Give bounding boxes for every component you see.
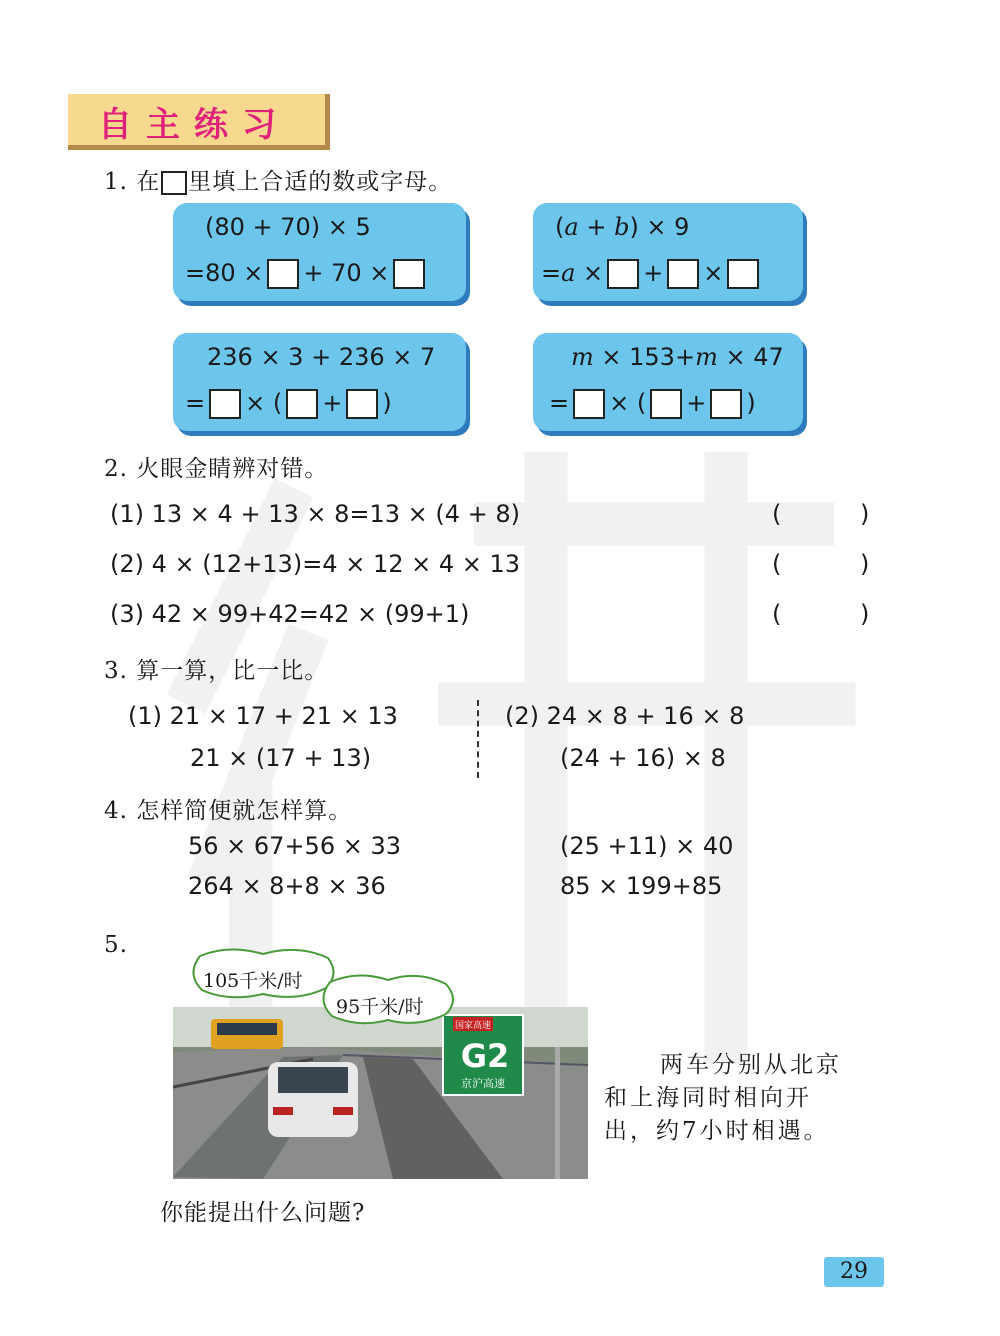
q5-text-line3: 出，约7小时相遇。 <box>604 1118 830 1144</box>
q1-box2-line1: (a + b) × 9 <box>555 213 690 241</box>
answer-blank[interactable] <box>650 389 682 419</box>
answer-blank[interactable] <box>607 259 639 289</box>
q3-title: 3. 算一算，比一比。 <box>104 658 329 684</box>
q4-title: 4. 怎样简便就怎样算。 <box>104 798 353 824</box>
q5-number: 5. <box>104 932 128 958</box>
q2-answer-close: ) <box>860 600 870 628</box>
q5-text-line1: 两车分别从北京 <box>660 1052 842 1078</box>
q1-box2-line2: =a × + × <box>541 259 763 289</box>
page-number: 29 <box>824 1257 884 1287</box>
q2-title: 2. 火眼金睛辨对错。 <box>104 456 329 482</box>
q3-left-line2: 21 × (17 + 13) <box>190 744 372 772</box>
q1-box-4 <box>533 333 803 431</box>
bubble-speed-car: 95千米/时 <box>336 996 424 1018</box>
highway-photo <box>173 1007 588 1179</box>
blank-box-icon <box>161 171 187 195</box>
answer-blank[interactable] <box>346 389 378 419</box>
q1-box-3 <box>173 333 466 431</box>
q1-box-2 <box>533 203 803 301</box>
answer-blank[interactable] <box>209 389 241 419</box>
answer-blank[interactable] <box>573 389 605 419</box>
answer-blank[interactable] <box>667 259 699 289</box>
q1-box3-line1: 236 × 3 + 236 × 7 <box>207 343 436 371</box>
answer-blank[interactable] <box>727 259 759 289</box>
q2-answer-close: ) <box>860 500 870 528</box>
answer-blank[interactable] <box>393 259 425 289</box>
q2-answer-open[interactable]: ( <box>772 550 782 578</box>
q2-answer-open[interactable]: ( <box>772 600 782 628</box>
q3-right-line1: (2) 24 × 8 + 16 × 8 <box>505 702 745 730</box>
answer-blank[interactable] <box>286 389 318 419</box>
q5-text-line2: 和上海同时相向开 <box>604 1085 812 1111</box>
answer-blank[interactable] <box>267 259 299 289</box>
q1-box-1 <box>173 203 466 301</box>
q2-item-1: (1) 13 × 4 + 13 × 8=13 × (4 + 8) <box>110 500 521 528</box>
q2-item-3: (3) 42 × 99+42=42 × (99+1) <box>110 600 470 628</box>
q4-item-2: (25 +11) × 40 <box>560 832 734 860</box>
sign-main-text: G2 <box>460 1037 510 1075</box>
sign-top-text: 国家高速 <box>454 1021 492 1031</box>
q5-question: 你能提出什么问题? <box>160 1200 366 1226</box>
q3-left-line1: (1) 21 × 17 + 21 × 13 <box>128 702 398 730</box>
q1-box1-line2: =80 × + 70 × <box>185 259 429 289</box>
q3-divider <box>477 700 479 778</box>
bubble-speed-bus: 105千米/时 <box>203 970 303 992</box>
answer-blank[interactable] <box>710 389 742 419</box>
section-heading: 自主练习 <box>98 105 290 145</box>
q3-right-line2: (24 + 16) × 8 <box>560 744 726 772</box>
q2-answer-open[interactable]: ( <box>772 500 782 528</box>
q1-box3-line2: = × ( + ) <box>185 389 392 417</box>
sign-bottom-text: 京沪高速 <box>461 1077 505 1090</box>
q1-box4-line2: = × ( + ) <box>549 389 756 417</box>
q4-item-1: 56 × 67+56 × 33 <box>188 832 401 860</box>
q1-box1-line1: (80 + 70) × 5 <box>205 213 371 241</box>
q2-answer-close: ) <box>860 550 870 578</box>
q4-item-3: 264 × 8+8 × 36 <box>188 872 386 900</box>
q2-item-2: (2) 4 × (12+13)=4 × 12 × 4 × 13 <box>110 550 521 578</box>
q1-box4-line1: m × 153+m × 47 <box>571 343 784 371</box>
q1-title: 1. 在 里填上合适的数或字母。 <box>104 169 453 195</box>
q4-item-4: 85 × 199+85 <box>560 872 723 900</box>
